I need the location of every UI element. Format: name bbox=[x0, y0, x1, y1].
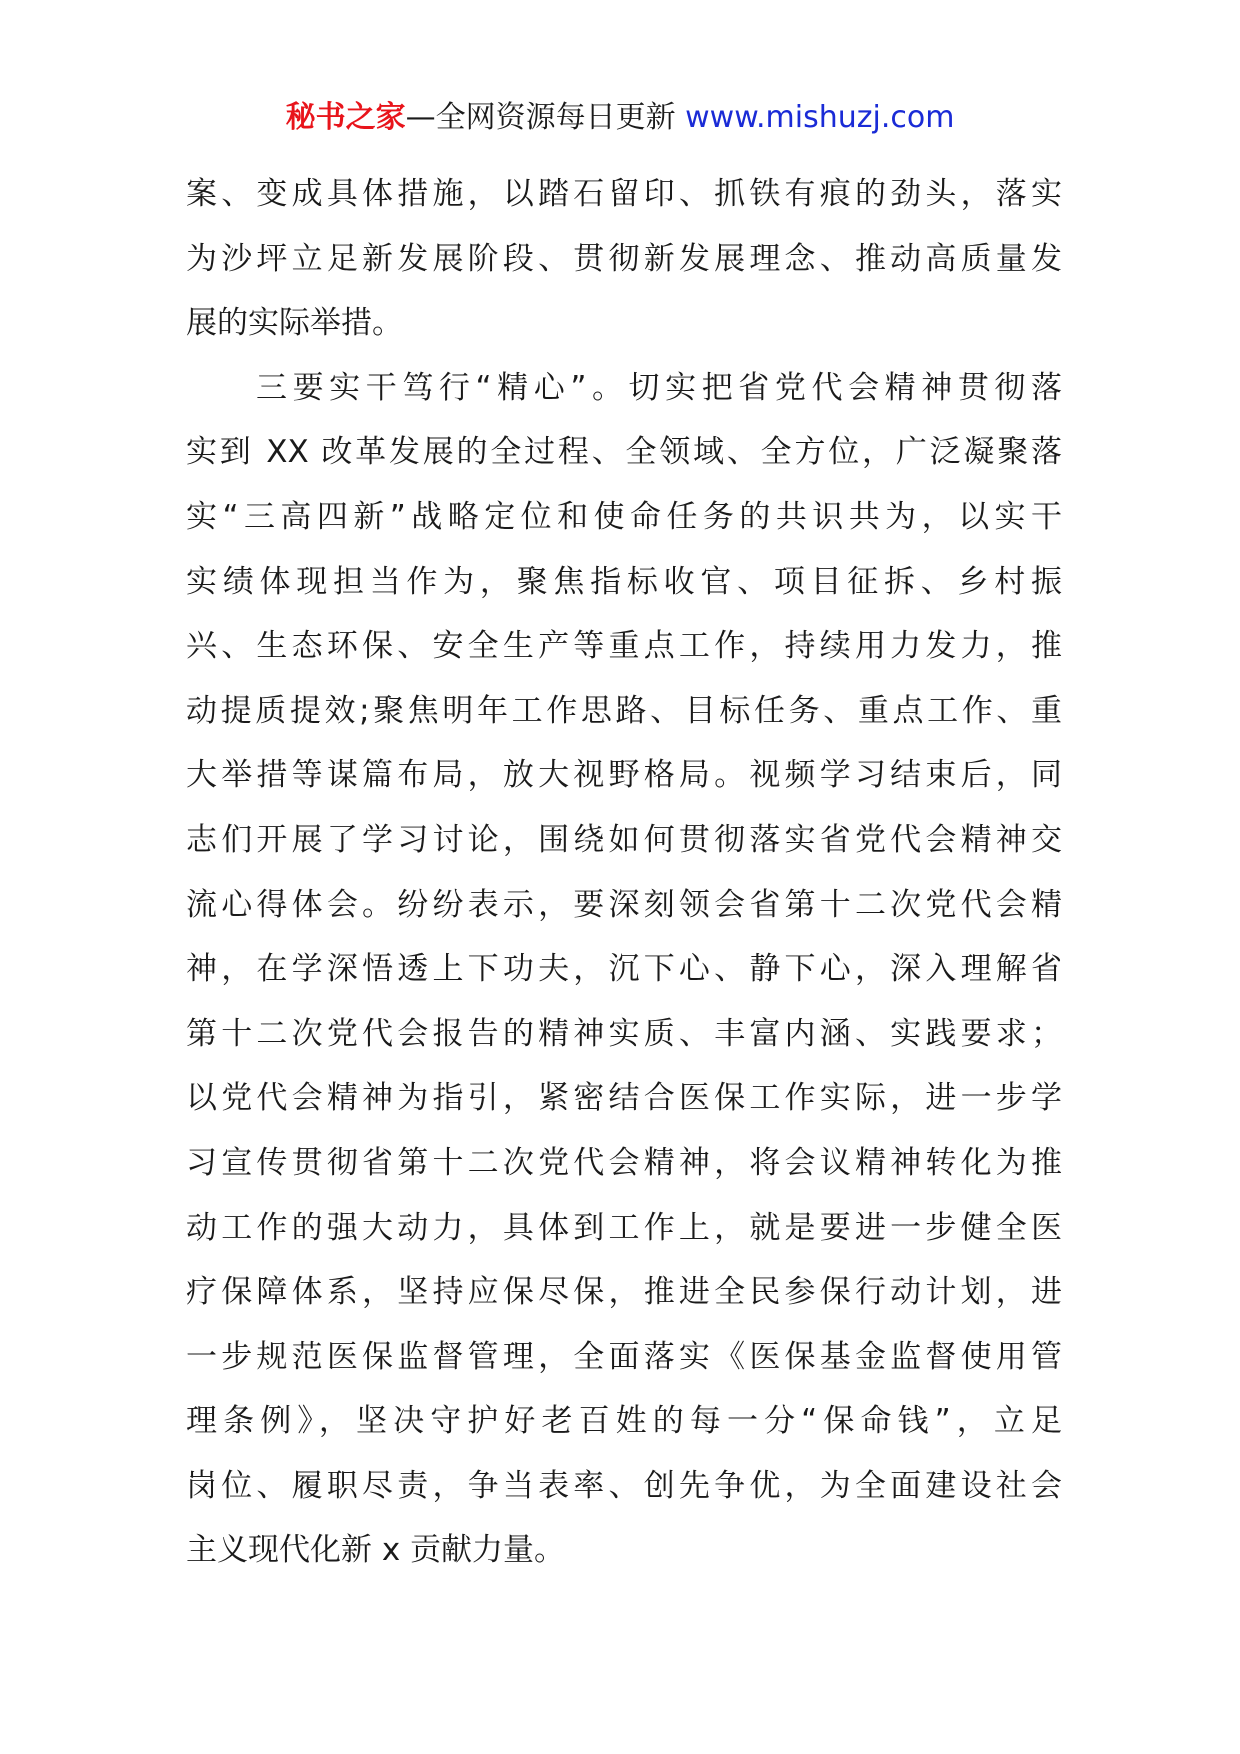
site-tagline: —全网资源每日更新 bbox=[405, 100, 686, 135]
text-line: 志们开展了学习讨论，围绕如何贯彻落实省党代会精神交 bbox=[186, 821, 1062, 858]
text-line: 实绩体现担当作为，聚焦指标收官、项目征拆、乡村振 bbox=[186, 563, 1062, 600]
text-line: 实到 XX 改革发展的全过程、全领域、全方位，广泛凝聚落 bbox=[186, 434, 1062, 471]
document-body bbox=[186, 162, 1062, 1583]
site-url-link[interactable]: www.mishuzj.com bbox=[685, 100, 955, 135]
text-line: 实“三高四新”战略定位和使命任务的共识共为，以实干 bbox=[186, 498, 1062, 535]
text-line: 大举措等谋篇布局，放大视野格局。视频学习结束后，同 bbox=[186, 757, 1062, 794]
text-line: 第十二次党代会报告的精神实质、丰富内涵、实践要求； bbox=[186, 1015, 1062, 1052]
text-line: 动提质提效;聚焦明年工作思路、目标任务、重点工作、重 bbox=[186, 692, 1062, 729]
text-line: 理条例》，坚决守护好老百姓的每一分“保命钱”，立足 bbox=[186, 1403, 1062, 1440]
text-line: 为沙坪立足新发展阶段、贯彻新发展理念、推动高质量发 bbox=[186, 240, 1062, 277]
site-brand: 秘书之家 bbox=[285, 100, 406, 135]
text-line: 神，在学深悟透上下功夫，沉下心、静下心，深入理解省 bbox=[186, 951, 1062, 988]
text-line: 展的实际举措。 bbox=[186, 305, 403, 342]
text-line: 流心得体会。纷纷表示，要深刻领会省第十二次党代会精 bbox=[186, 886, 1062, 923]
text-line: 疗保障体系，坚持应保尽保，推进全民参保行动计划，进 bbox=[186, 1274, 1062, 1311]
paragraph-2 bbox=[186, 356, 1062, 1583]
text-line: 动工作的强大动力，具体到工作上，就是要进一步健全医 bbox=[186, 1209, 1062, 1246]
text-line: 兴、生态环保、安全生产等重点工作，持续用力发力，推 bbox=[186, 628, 1062, 665]
paragraph-1 bbox=[186, 162, 1062, 356]
text-line: 岗位、履职尽责，争当表率、创先争优，为全面建设社会 bbox=[186, 1467, 1062, 1504]
text-line: 案、变成具体措施，以踏石留印、抓铁有痕的劲头，落实 bbox=[186, 176, 1062, 212]
text-line: 习宣传贯彻省第十二次党代会精神，将会议精神转化为推 bbox=[186, 1144, 1062, 1181]
text-line: 一步规范医保监督管理，全面落实《医保基金监督使用管 bbox=[186, 1338, 1062, 1375]
site-header bbox=[0, 98, 1240, 138]
text-line: 主义现代化新 x 贡献力量。 bbox=[186, 1532, 566, 1569]
text-line: 以党代会精神为指引，紧密结合医保工作实际，进一步学 bbox=[186, 1080, 1062, 1117]
text-line: 三要实干笃行“精心”。切实把省党代会精神贯彻落 bbox=[256, 369, 1062, 406]
